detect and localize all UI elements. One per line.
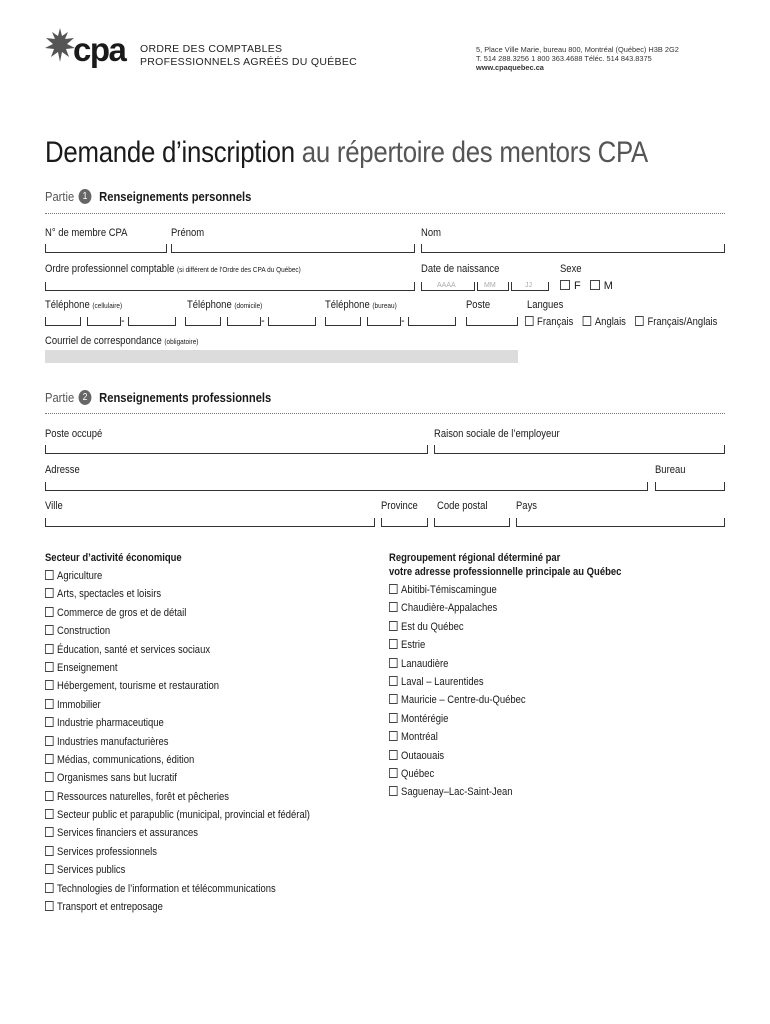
last-name-field[interactable] [421,244,725,253]
part1-number: 1 [79,189,92,204]
year-placeholder: AAAA [437,282,456,289]
list-item[interactable] [389,639,621,657]
checkbox-label: Médias, communications, édition [57,753,195,766]
phone-word: Téléphone [325,299,370,311]
checkbox[interactable] [45,570,54,580]
title-rest: au répertoire des mentors CPA [301,136,649,169]
email-field[interactable] [45,350,518,363]
list-item[interactable] [45,883,310,901]
list-item[interactable] [45,772,310,790]
email-note: (obligatoire) [164,337,199,346]
checkbox-label: Saguenay–Lac-Saint-Jean [401,786,513,799]
checkbox[interactable] [45,662,54,672]
checkbox[interactable] [45,644,54,654]
phone-office-note: (bureau) [372,301,397,310]
list-item[interactable] [389,621,621,639]
part1-title: Renseignements personnels [99,189,252,204]
org-name-line2: PROFESSIONNELS AGRÉÉS DU QUÉBEC [140,56,358,68]
home-area-code-field[interactable] [185,317,221,326]
list-item[interactable] [45,864,310,882]
member-no-label: N° de membre CPA [45,227,128,239]
checkbox-label: Outaouais [401,749,445,762]
checkbox[interactable] [389,768,398,778]
list-item[interactable] [45,662,310,680]
checkbox[interactable] [45,588,54,598]
checkbox[interactable] [45,736,54,746]
checkbox-label: Services publics [57,864,126,877]
lang-both-checkbox[interactable] [635,316,644,326]
office-number-field[interactable] [408,317,456,326]
checkbox-label: Éducation, santé et services sociaux [57,643,211,656]
checkbox[interactable] [45,717,54,727]
website-link[interactable]: www.cpaquebec.ca [476,63,544,72]
lang-both-label: Français/Anglais [647,316,718,328]
list-item[interactable] [45,827,310,845]
checkbox[interactable] [45,625,54,635]
checkbox-label: Services professionnels [57,845,157,858]
email-label-text: Courriel de correspondance [45,335,162,347]
checkbox[interactable] [45,864,54,874]
phone-word: Téléphone [45,299,90,311]
checkbox-label: Montérégie [401,712,449,725]
position-label: Poste occupé [45,428,103,440]
office-prefix-field[interactable] [367,317,401,326]
checkbox-label: Organismes sans but lucratif [57,772,177,785]
address-line1: 5, Place Ville Marie, bureau 800, Montréal (Québec) H3B 2G2 [476,45,679,54]
checkbox-label: Technologies de l’information et télécommunications [57,882,276,895]
title-main: Demande d’inscription [45,136,295,169]
checkbox-label: Immobilier [57,698,101,711]
checkbox[interactable] [389,658,398,668]
list-item[interactable] [45,607,310,625]
org-address [476,45,679,72]
order-label-text: Ordre professionnel comptable [45,263,175,275]
list-item[interactable] [45,625,310,643]
address-line2: T. 514 288.3256 1 800 363.4688 Téléc. 514 843.8375 [476,54,652,63]
page-title [45,136,648,170]
country-field[interactable] [516,518,725,527]
language-options [525,316,717,328]
member-no-field[interactable] [45,244,167,253]
cell-area-code-field[interactable] [45,317,81,326]
list-item[interactable] [45,846,310,864]
extension-field[interactable] [466,317,518,326]
checkbox[interactable] [389,713,398,723]
phone-home-note: (domicile) [234,301,263,310]
list-item[interactable] [389,584,621,602]
checkbox-label: Services financiers et assurances [57,827,198,840]
part2-title: Renseignements professionnels [99,390,272,405]
dash: - [261,315,265,327]
cell-prefix-field[interactable] [87,317,121,326]
first-name-field[interactable] [171,244,415,253]
country-label: Pays [516,500,538,512]
dash: - [121,315,125,327]
city-field[interactable] [45,518,375,527]
day-placeholder: JJ [525,282,532,289]
checkbox[interactable] [45,680,54,690]
employer-field[interactable] [434,445,725,454]
first-name-label: Prénom [171,227,205,239]
list-item[interactable] [45,791,310,809]
checkbox-label: Abitibi-Témiscamingue [401,584,497,596]
region-heading-line1: Regroupement régional déterminé par [389,552,561,564]
sector-heading: Secteur d’activité économique [45,552,182,564]
dash: - [401,315,405,327]
divider [45,413,725,414]
order-label [45,263,301,275]
checkbox[interactable] [389,639,398,649]
employer-label: Raison sociale de l’employeur [434,428,560,440]
list-item[interactable] [389,602,621,620]
org-name [140,43,357,69]
part2-word: Partie [45,390,75,405]
order-note: (si différent de l’Ordre des CPA du Québec) [176,265,301,274]
phone-word: Téléphone [187,299,232,311]
list-item[interactable] [389,676,621,694]
checkbox-label: Québec [401,767,435,780]
checkbox[interactable] [389,750,398,760]
region-heading-line2: votre adresse professionnelle principale au Québec [389,566,622,578]
list-item[interactable] [45,736,310,754]
province-field[interactable] [381,518,428,527]
checkbox-label: Estrie [401,639,426,652]
cpa-logo-mark [44,28,76,62]
checkbox-label: Transport et entreposage [57,901,163,914]
checkbox-label: Mauricie – Centre-du-Québec [401,694,526,707]
part2-number: 2 [79,390,92,405]
list-item[interactable] [45,754,310,772]
last-name-label: Nom [421,227,441,239]
list-item[interactable] [389,713,621,731]
languages-label: Langues [527,299,564,311]
checkbox[interactable] [389,694,398,704]
phone-home-label [187,299,262,311]
checkbox[interactable] [45,809,54,819]
sex-m-checkbox[interactable] [590,280,600,290]
sex-f-label: F [574,280,581,292]
postal-label: Code postal [437,500,488,512]
office-label: Bureau [655,464,686,476]
home-number-field[interactable] [268,317,316,326]
divider [45,213,725,214]
list-item[interactable] [389,731,621,749]
position-field[interactable] [45,445,428,454]
list-item[interactable] [45,570,310,588]
home-prefix-field[interactable] [227,317,261,326]
checkbox[interactable] [45,754,54,764]
part2-heading [45,390,271,405]
checkbox-label: Laval – Laurentides [401,675,484,688]
sex-options [560,280,613,292]
address-field[interactable] [45,482,648,491]
checkbox-label: Industrie pharmaceutique [57,717,164,730]
sex-f-checkbox[interactable] [560,280,570,290]
phone-office-label [325,299,397,311]
order-field[interactable] [45,282,415,291]
checkbox[interactable] [45,883,54,893]
part1-heading [45,189,251,204]
address-label: Adresse [45,464,80,476]
cell-number-field[interactable] [128,317,176,326]
lang-fr-checkbox[interactable] [525,316,534,326]
region-list [389,552,621,805]
checkbox-label: Montréal [401,731,438,744]
checkbox-label: Secteur public et parapublic (municipal, provincial et fédéral) [57,809,310,822]
list-item[interactable] [45,644,310,662]
checkbox-label: Est du Québec [401,620,464,633]
list-item[interactable] [45,901,310,919]
ext-label: Poste [466,299,491,311]
checkbox-label: Chaudière-Appalaches [401,602,498,615]
checkbox[interactable] [45,699,54,709]
checkbox-label: Hébergement, tourisme et restauration [57,680,220,693]
list-item[interactable] [45,588,310,606]
checkbox-label: Arts, spectacles et loisirs [57,588,162,601]
sex-label: Sexe [560,263,582,275]
email-label [45,335,198,347]
checkbox[interactable] [389,676,398,686]
sex-m-label: M [603,280,613,292]
cpa-logo-text: cpa [73,31,126,68]
lang-fr-label: Français [537,316,574,328]
checkbox-label: Lanaudière [401,657,449,670]
lang-en-checkbox[interactable] [583,316,592,326]
org-name-line1: ORDRE DES COMPTABLES [140,43,283,55]
list-item[interactable] [389,786,621,804]
lang-en-label: Anglais [594,316,626,328]
phone-cell-note: (cellulaire) [92,301,123,310]
postal-field[interactable] [434,518,510,527]
birthdate-label: Date de naissance [421,263,500,275]
checkbox[interactable] [389,584,398,594]
checkbox-label: Construction [57,625,111,638]
list-item[interactable] [389,694,621,712]
list-item[interactable] [45,699,310,717]
checkbox-label: Industries manufacturières [57,735,169,748]
list-item[interactable] [389,658,621,676]
checkbox[interactable] [389,621,398,631]
list-item[interactable] [45,680,310,698]
checkbox[interactable] [45,607,54,617]
checkbox[interactable] [45,791,54,801]
checkbox[interactable] [45,846,54,856]
checkbox-label: Enseignement [57,661,118,674]
part1-word: Partie [45,189,75,204]
city-label: Ville [45,500,63,512]
province-label: Province [381,500,418,512]
checkbox-label: Agriculture [57,570,103,582]
checkbox[interactable] [45,827,54,837]
checkbox[interactable] [389,602,398,612]
sector-list [45,552,310,919]
checkbox[interactable] [389,786,398,796]
office-area-code-field[interactable] [325,317,361,326]
checkbox[interactable] [45,772,54,782]
checkbox[interactable] [45,901,54,911]
month-placeholder: MM [484,282,496,289]
checkbox-label: Commerce de gros et de détail [57,606,187,619]
phone-cell-label [45,299,122,311]
list-item[interactable] [389,750,621,768]
checkbox-label: Ressources naturelles, forêt et pêcheries [57,790,229,803]
checkbox[interactable] [389,731,398,741]
list-item[interactable] [389,768,621,786]
list-item[interactable] [45,717,310,735]
list-item[interactable] [45,809,310,827]
office-field[interactable] [655,482,725,491]
